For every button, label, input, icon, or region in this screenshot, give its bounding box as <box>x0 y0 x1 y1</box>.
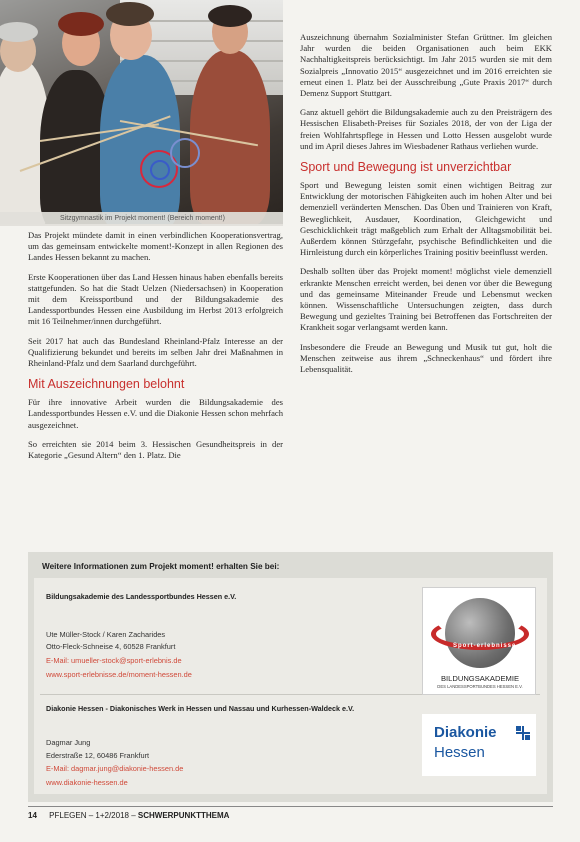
paragraph: Für ihre innovative Arbeit wurden die Bildungsakademie des Landessportbundes Hessen e.V. und die Diakonie Hessen schon mehrfach ausgezeichnet. <box>28 397 283 430</box>
org-name-diakonie: Diakonie Hessen - Diakonisches Werk in Hessen und Nassau und Kurhessen-Waldeck e.V. <box>46 704 355 713</box>
contact-email-link[interactable]: E-Mail: umueller-stock@sport-erlebnis.de <box>46 656 182 665</box>
paragraph: Erste Kooperationen über das Land Hessen hinaus haben ebenfalls bereits stattgefunden. So hat die Stadt Uelzen (Niedersachsen) in Kooperation mit dem Kreissportbund und der Bildungsakademie des Landessportbundes Hessen eine Ausbildung im Herbst 2013 erfolgreich mit 16 Teilnehmer/innen durchgeführt. <box>28 271 283 327</box>
paragraph: So erreichten sie 2014 beim 3. Hessischen Gesundheitspreis in der Kategorie „Gesund Altern“ den 1. Platz. Die <box>28 438 283 461</box>
contact-person: Dagmar Jung <box>46 738 91 747</box>
paragraph: Das Projekt mündete damit in einen verbindlichen Kooperationsvertrag, um das gemeinsam entwickelte moment!-Konzept in allen Regionen des Landes Hessen bekannt zu machen. <box>28 230 283 263</box>
photo-caption: Sitzgymnastik im Projekt moment! (Bereich moment!) <box>0 212 283 226</box>
contact-web-link[interactable]: www.diakonie-hessen.de <box>46 778 128 787</box>
contact-person: Ute Müller-Stock / Karen Zacharides <box>46 630 166 639</box>
section-heading-awards: Mit Auszeichnungen belohnt <box>28 377 185 392</box>
left-column <box>28 230 283 469</box>
info-box-title: Weitere Informationen zum Projekt moment! erhalten Sie bei: <box>42 562 280 571</box>
logo-subtitle: DES LANDESSPORTBUNDES HESSEN E.V. <box>437 684 523 689</box>
section-name: SCHWERPUNKTTHEMA <box>137 811 230 820</box>
contact-info-box <box>28 552 553 802</box>
logo-name: BILDUNGSAKADEMIE <box>440 674 520 683</box>
paragraph: Deshalb sollten über das Projekt moment! möglichst viele demenziell erkrankte Menschen erreicht werden, bei denen vor über die Bewegung und das gemeinsame Miteinander Freude und Lebensmut wecken können. Wissenschaftliche Untersuchungen zeigten, dass durch Bewegung und gezieltes Training bei Betroffenen das Fortschreiten der Krankheit sogar verlangsamt werden kann. <box>300 266 552 333</box>
contact-address: Ederstraße 12, 60486 Frankfurt <box>46 751 150 760</box>
paragraph: Auszeichnung übernahm Sozialminister Stefan Grüttner. Im gleichen Jahr wurden die beiden Organisationen auch beim EKK Nachhaltigkeitspreis berücksichtigt. Im Jahr 2015 wurden sie mit dem Sozialpreis „Innovatio 2015“ ausgezeichnet und im 2016 erreichten sie erneut einen 1. Platz bei der Ausschreibung „Gute Praxis 2017“ durch Demenz Support Stuttgart. <box>300 32 552 99</box>
logo-line1: Diakonie <box>434 724 497 741</box>
logo-line2: Hessen <box>434 744 485 761</box>
footer-rule <box>28 806 553 807</box>
org-name-bildungsakademie: Bildungsakademie des Landessportbundes Hessen e.V. <box>46 592 237 601</box>
info-box-inner <box>34 578 547 794</box>
paragraph: Insbesondere die Freude an Bewegung und Musik tut gut, holt die Menschen zeitweise aus ihrem „Schneckenhaus“ und fördert ihre Lebensqualität. <box>300 341 552 375</box>
contact-address: Otto-Fleck-Schneise 4, 60528 Frankfurt <box>46 642 176 651</box>
right-column <box>300 32 552 383</box>
bildungsakademie-logo <box>422 587 536 695</box>
group-photo <box>0 0 283 224</box>
page-number: 14 <box>28 811 37 820</box>
magazine-issue: PFLEGEN – 1+2/2018 – <box>49 811 136 820</box>
logo-ring-text: Sport-erlebnisse <box>453 643 517 649</box>
paragraph: Sport und Bewegung leisten somit einen wichtigen Beitrag zur Entwicklung der motorischen Fähigkeiten auch im hohen Alter und bei demenziell veränderten Menschen. Das Üben und Trainieren von Kraft, Beweglichkeit, Ausdauer, Koordination, Gleichgewicht und Geschicklichkeit trägt maßgeblich zum Erhalt der Alltagsmobilität bei. Außerdem können Stürzgefahr, psychische Befindlichkeiten und die Hirnleistung durch ein körperliches Training positiv beeinflusst werden. <box>300 180 552 258</box>
page-footer <box>28 811 553 820</box>
diakonie-logo <box>422 714 536 776</box>
paragraph: Seit 2017 hat auch das Bundesland Rheinland-Pfalz Interesse an der Qualifizierung bekundet und bereits im selben Jahr drei Maßnahmen in Rheinland-Pfalz und dem Saarland durchgeführt. <box>28 335 283 369</box>
paragraph: Ganz aktuell gehört die Bildungsakademie auch zu den Preisträgern des Hessischen Elisabeth-Preises für Soziales 2018, der von der Liga der freien Wohlfahrtspflege in Hessen und Lotto Hessen ausgelobt wurde und im April dieses Jahres im Wiesbadener Rathaus verliehen wurde. <box>300 107 552 151</box>
section-heading-sport: Sport und Bewegung ist unverzichtbar <box>300 160 512 175</box>
cross-icon <box>516 726 530 740</box>
contact-email-link[interactable]: E-Mail: dagmar.jung@diakonie-hessen.de <box>46 764 184 773</box>
contact-web-link[interactable]: www.sport-erlebnisse.de/moment-hessen.de <box>46 670 192 679</box>
